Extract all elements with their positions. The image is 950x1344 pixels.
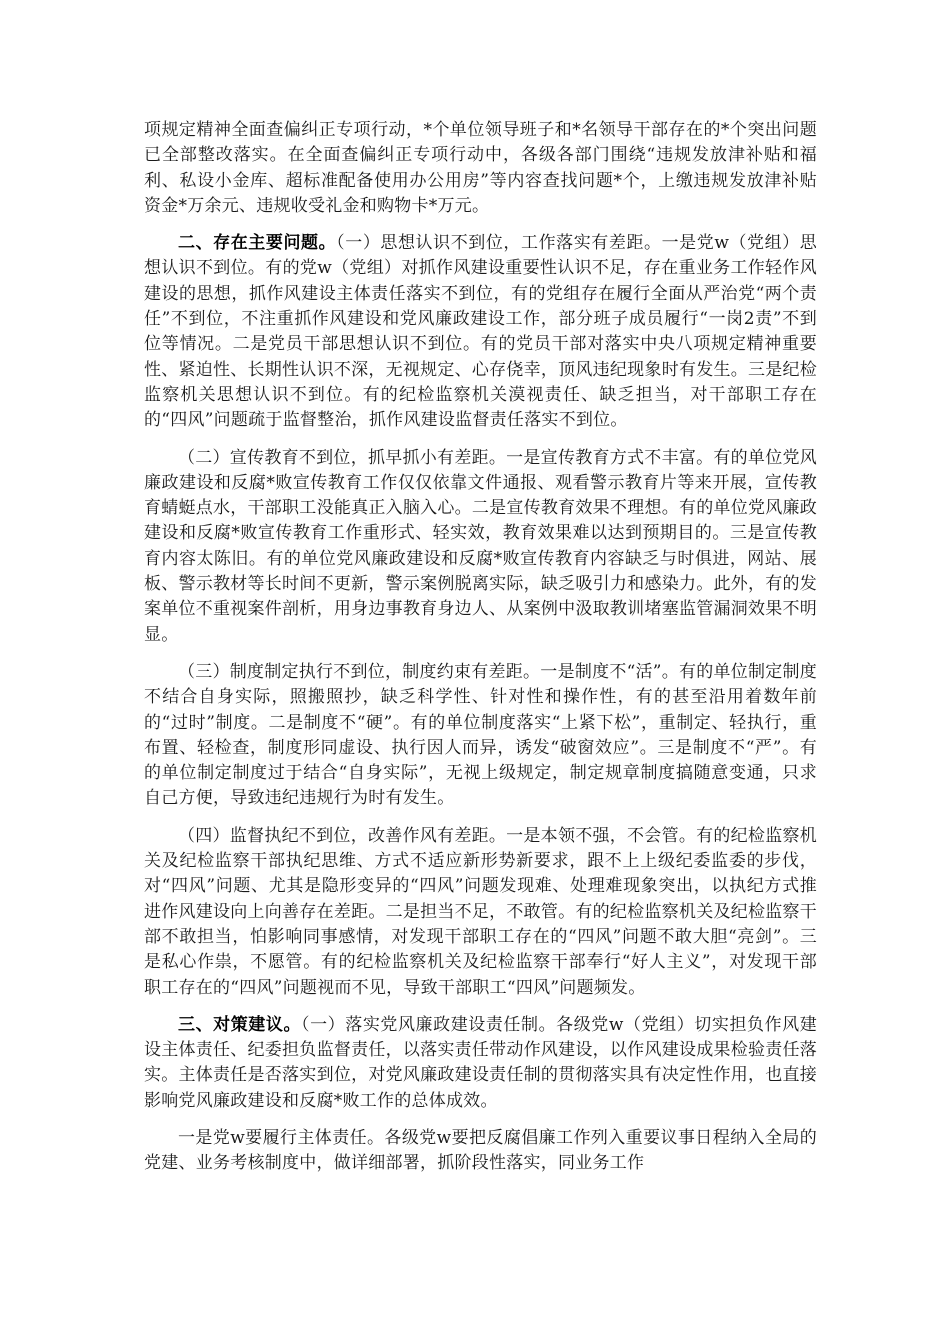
paragraph-text: （三）制度制定执行不到位，制度约束有差距。一是制度不“活”。有的单位制定制度不结合自身实际，照搬照抄，缺乏科学性、针对性和操作性，有的甚至沿用着数年前的“过时”制度。二是制度不“硬”。有的单位制度落实“上紧下松”，重制定、轻执行，重布置、轻检查，制度形同虚设、执行因人而异，诱发“破窗效应”。三是制度不“严”。有的单位制定制度过于结合“自身实际”，无视上级规定，制定规章制度搞随意变通，只求自己方便，导致违纪违规行为时有发生。	[144, 661, 817, 809]
paragraph-text: （四）监督执纪不到位，改善作风有差距。一是本领不强，不会管。有的纪检监察机关及纪检监察干部执纪思维、方式不适应新形势新要求，跟不上上级纪委监委的步伐，对“四风”问题、尤其是隐形变异的“四风”问题发现难、处理难现象突出，以执纪方式推进作风建设向上向善存在差距。二是担当不足，不敢管。有的纪检监察机关及纪检监察干部不敢担当，怕影响同事感情，对发现干部职工存在的“四风”问题不敢大胆“亮剑”。三是私心作祟，不愿管。有的纪检监察机关及纪检监察干部奉行“好人主义”，对发现干部职工存在的“四风”问题视而不见，导致干部职工“四风”问题频发。	[144, 825, 817, 998]
paragraph-1	[144, 118, 817, 219]
document-body	[144, 118, 817, 1189]
paragraph-3	[144, 446, 817, 648]
section-heading-problems: 二、存在主要问题。	[178, 233, 337, 254]
section-heading-suggestions: 三、对策建议。	[178, 1014, 302, 1035]
paragraph-text: （一）思想认识不到位，工作落实有差距。一是党w（党组）思想认识不到位。有的党w（党组）对抓作风建设重要性认识不足，存在重业务工作轻作风建设的思想，抓作风建设主体责任落实不到位，有的党组存在履行全面从严治党“两个责任”不到位，不注重抓作风建设和党风廉政建设工作，部分班子成员履行“一岗2责”不到位等情况。二是党员干部思想认识不到位。有的党员干部对落实中央八项规定精神重要性、紧迫性、长期性认识不深，无视规定、心存侥幸，顶风违纪现象时有发生。三是纪检监察机关思想认识不到位。有的纪检监察机关漠视责任、缺乏担当，对干部职工存在的“四风”问题疏于监督整治，抓作风建设监督责任落实不到位。	[144, 233, 817, 431]
paragraph-6	[144, 1013, 817, 1114]
paragraph-text: 项规定精神全面查偏纠正专项行动，*个单位领导班子和*名领导干部存在的*个突出问题已全部整改落实。在全面查偏纠正专项行动中，各级各部门围绕“违规发放津补贴和福利、私设小金库、超标准配备使用办公用房”等内容查找问题*个，上缴违规发放津补贴资金*万余元、违规收受礼金和购物卡*万元。	[144, 120, 817, 216]
paragraph-7	[144, 1126, 817, 1177]
paragraph-text: （二）宣传教育不到位，抓早抓小有差距。一是宣传教育方式不丰富。有的单位党风廉政建设和反腐*败宣传教育工作仅仅依靠文件通报、观看警示教育片等来开展，宣传教育蜻蜓点水，干部职工没能真正入脑入心。二是宣传教育效果不理想。有的单位党风廉政建设和反腐*败宣传教育工作重形式、轻实效，教育效果难以达到预期目的。三是宣传教育内容太陈旧。有的单位党风廉政建设和反腐*败宣传教育内容缺乏与时俱进，网站、展板、警示教材等长时间不更新，警示案例脱离实际，缺乏吸引力和感染力。此外，有的发案单位不重视案件剖析，用身边事教育身边人、从案例中汲取教训堵塞监管漏洞效果不明显。	[144, 447, 817, 645]
paragraph-4	[144, 660, 817, 812]
paragraph-text: （一）落实党风廉政建设责任制。各级党w（党组）切实担负作风建设主体责任、纪委担负监督责任，以落实责任带动作风建设，以作风建设成果检验责任落实。主体责任是否落实到位，对党风廉政建设责任制的贯彻落实具有决定性作用，也直接影响党风廉政建设和反腐*败工作的总体成效。	[144, 1014, 817, 1111]
paragraph-text: 一是党w要履行主体责任。各级党w要把反腐倡廉工作列入重要议事日程纳入全局的党建、业务考核制度中，做详细部署，抓阶段性落实，同业务工作	[144, 1127, 817, 1174]
paragraph-5	[144, 824, 817, 1001]
paragraph-2	[144, 231, 817, 433]
